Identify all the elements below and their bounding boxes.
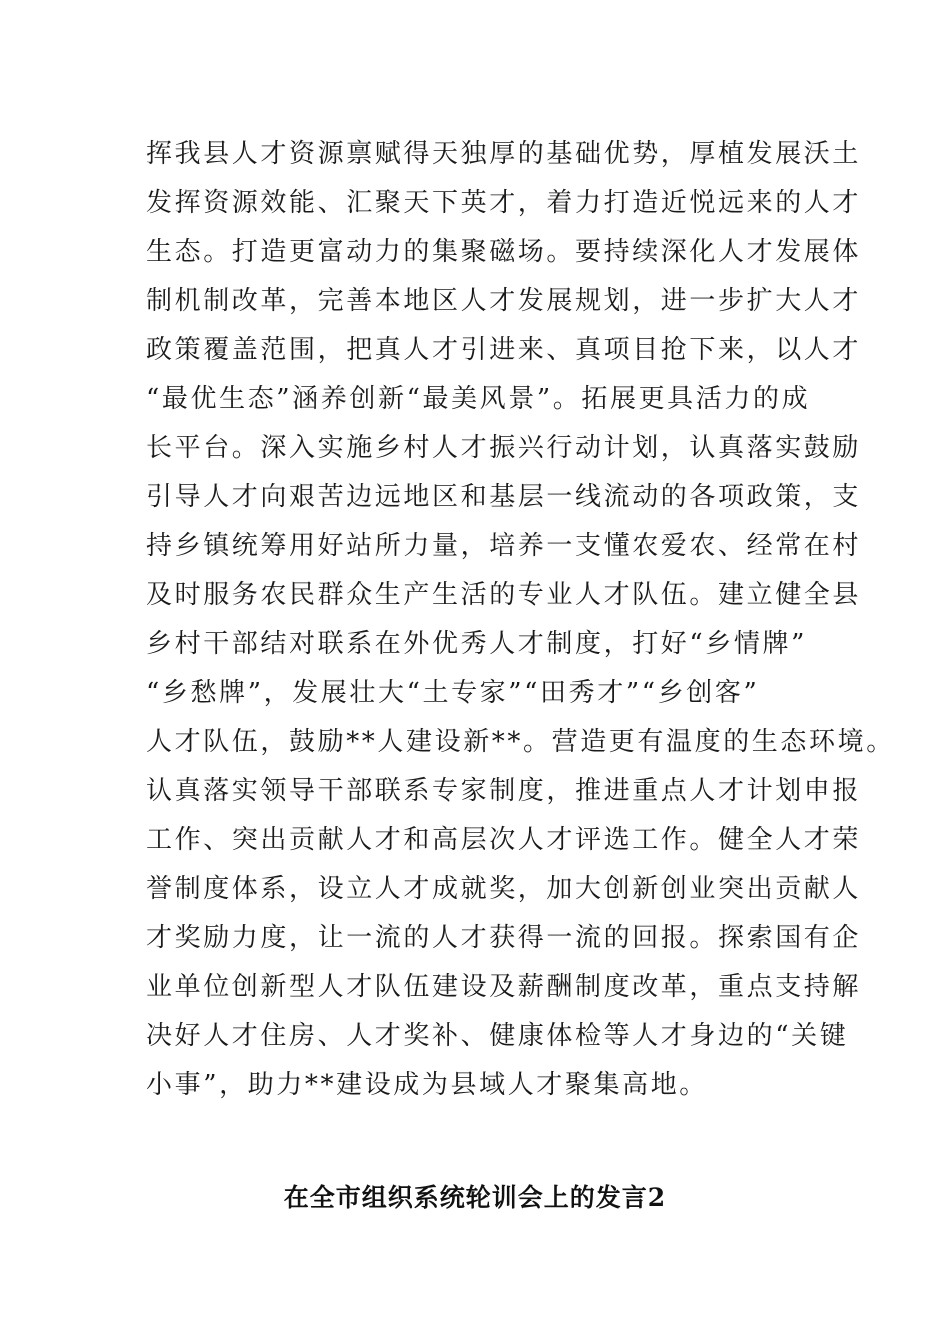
text-line: “乡愁牌”，发展壮大“土专家”“田秀才”“乡创客” [146, 678, 760, 708]
text-line: 工作、突出贡献人才和高层次人才评选工作。健全人才荣 [146, 825, 862, 855]
text-line: 生态。打造更富动力的集聚磁场。要持续深化人才发展体 [146, 237, 862, 267]
text-line: 发挥资源效能、汇聚天下英才，着力打造近悦远来的人才 [146, 188, 862, 218]
text-line: 引导人才向艰苦边远地区和基层一线流动的各项政策，支 [146, 482, 862, 512]
text-line: 及时服务农民群众生产生活的专业人才队伍。建立健全县 [146, 580, 862, 610]
text-line: 决好人才住房、人才奖补、健康体检等人才身边的“关键 [146, 1021, 849, 1051]
text-line: 小事”，助力**建设成为县域人才聚集高地。 [146, 1070, 708, 1100]
text-line: “最优生态”涵养创新“最美风景”。拓展更具活力的成 [146, 384, 811, 414]
text-line: 认真落实领导干部联系专家制度，推进重点人才计划申报 [146, 776, 862, 806]
text-line: 乡村干部结对联系在外优秀人才制度，打好“乡情牌” [146, 629, 807, 659]
text-line: 挥我县人才资源禀赋得天独厚的基础优势，厚植发展沃土 [146, 139, 862, 169]
text-line: 政策覆盖范围，把真人才引进来、真项目抢下来，以人才 [146, 335, 862, 365]
text-line: 长平台。深入实施乡村人才振兴行动计划，认真落实鼓励 [146, 433, 862, 463]
text-line: 制机制改革，完善本地区人才发展规划，进一步扩大人才 [146, 286, 862, 316]
body-paragraph [146, 130, 895, 1110]
section-heading: 在全市组织系统轮训会上的发言2 [283, 1183, 667, 1212]
text-line: 业单位创新型人才队伍建设及薪酬制度改革，重点支持解 [146, 972, 862, 1002]
text-line: 持乡镇统筹用好站所力量，培养一支懂农爱农、经常在村 [146, 531, 862, 561]
text-line: 才奖励力度，让一流的人才获得一流的回报。探索国有企 [146, 923, 862, 953]
text-line: 誉制度体系，设立人才成就奖，加大创新创业突出贡献人 [146, 874, 862, 904]
text-line: 人才队伍，鼓励**人建设新**。营造更有温度的生态环境。 [146, 727, 895, 757]
